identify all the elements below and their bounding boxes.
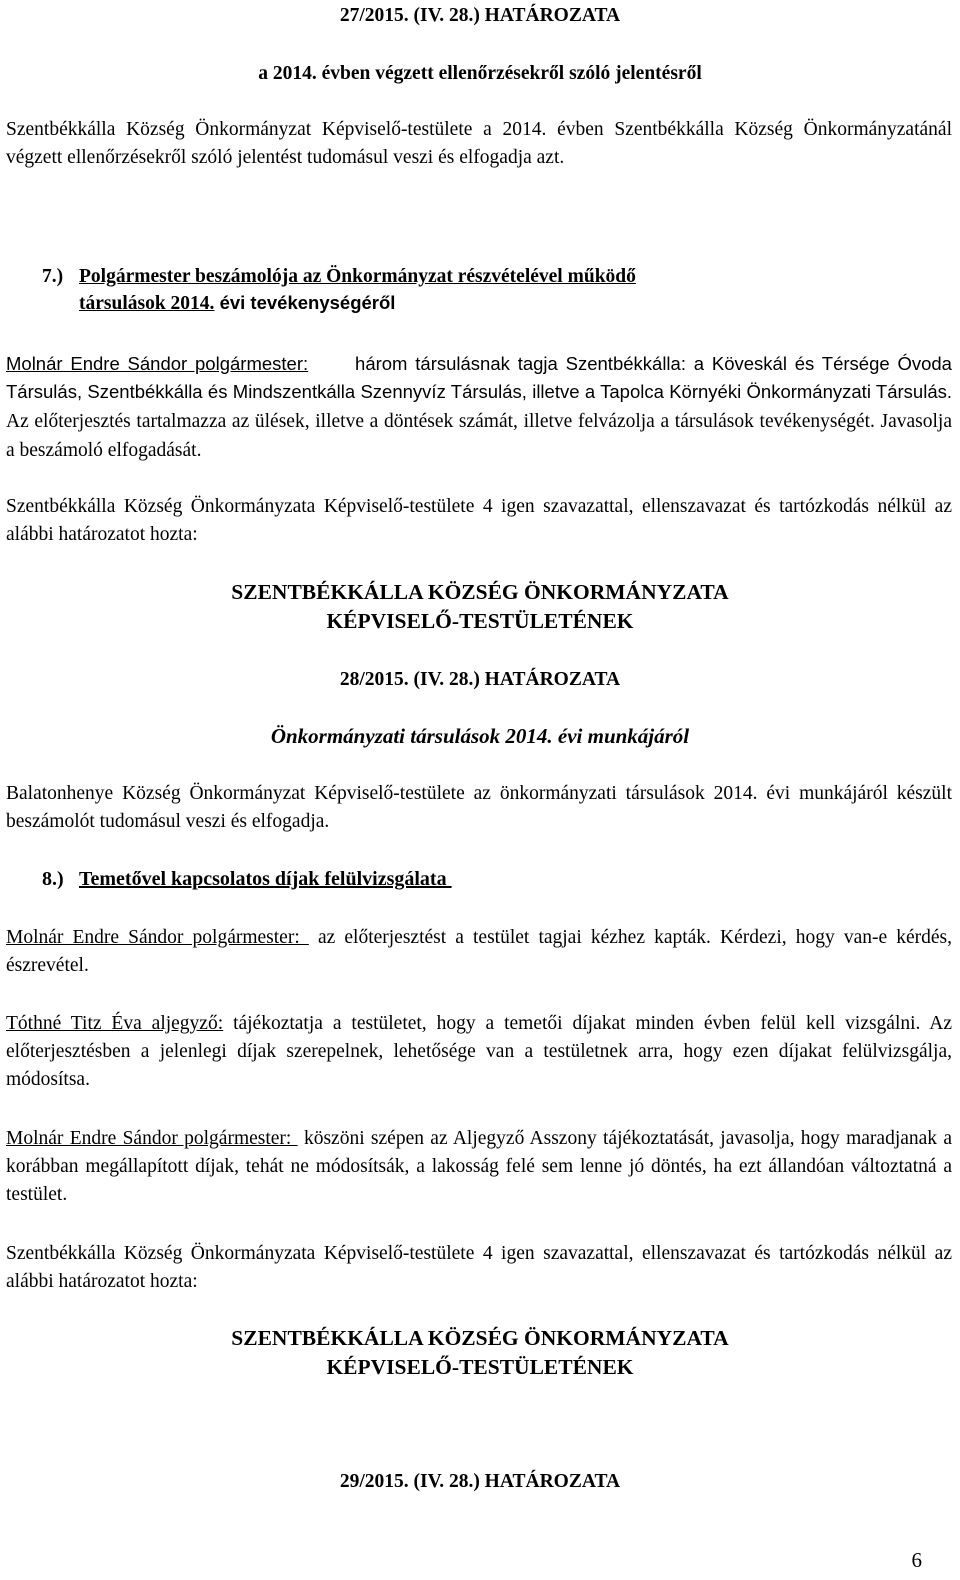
agenda-item-8-p3-text: köszöni szépen az Aljegyző Asszony tájékoztatását, javasolja, hogy maradjanak a korábban megállapított díjak, tehát ne módosítsák, a lakosság felé sem lenne jó döntés, ha ezt állandóan változtatná a testület. bbox=[6, 1128, 953, 1205]
agenda-item-8-p2 bbox=[6, 1010, 952, 1094]
agenda-item-8-p3 bbox=[6, 1125, 952, 1209]
agenda-item-8-heading bbox=[42, 866, 942, 892]
agenda-item-8-number: 8.) bbox=[42, 868, 64, 890]
agenda-item-7-speech bbox=[6, 350, 952, 465]
resolution-27-body: Szentbékkálla Község Önkormányzat Képviselő-testülete a 2014. évben Szentbékkálla Község Önkormányzatánál végzett ellenőrzésekről szóló jelentést tudomásul veszi és elfogadja azt. bbox=[6, 119, 952, 168]
agenda-item-7-heading bbox=[42, 264, 942, 317]
agenda-item-8-p2-text: tájékoztatja a testületet, hogy a temetői díjakat minden évben felül kell vizsgálni. Az előterjesztésben a jelenlegi díjak szerepelnek, lehetősége van a testületnek arra, hogy ezen díjakat felülvizsgálja, módosítsa. bbox=[6, 1013, 953, 1090]
speaker-mayor: Molnár Endre Sándor polgármester: bbox=[6, 927, 309, 948]
agenda-item-8-p1-text: az előterjesztést a testület tagjai kézhez kapták. Kérdezi, hogy van-e kérdés, észrevétel. bbox=[6, 927, 953, 976]
resolution-heading-1-line2: KÉPVISELŐ-TESTÜLETÉNEK bbox=[326, 609, 634, 633]
speaker-mayor: Molnár Endre Sándor polgármester: bbox=[6, 353, 309, 374]
resolution-28-number: 28/2015. (IV. 28.) HATÁROZATA bbox=[339, 669, 621, 690]
agenda-item-7-vote: Szentbékkálla Község Önkormányzata Képviselő-testülete 4 igen szavazattal, ellenszavazat és tartózkodás nélkül az alábbi határozatot hozta: bbox=[6, 496, 952, 545]
resolution-28-subject: Önkormányzati társulások 2014. évi munkájáról bbox=[270, 724, 690, 748]
resolution-heading-2-line1: SZENTBÉKKÁLLA KÖZSÉG ÖNKORMÁNYZATA bbox=[231, 1326, 729, 1350]
resolution-27-number: 27/2015. (IV. 28.) HATÁROZATA bbox=[339, 5, 621, 26]
agenda-item-7-speech-a: három társulásnak tagja Szentbékkálla: a Köveskál és Térsége Óvoda Társulás, Szentbékkálla és Mindszentkálla Szennyvíz Társulás, illetve a Tapolca Környéki Önkormányzati Társulás. bbox=[6, 353, 952, 402]
resolution-29-number: 29/2015. (IV. 28.) HATÁROZATA bbox=[339, 1471, 621, 1492]
page-number: 6 bbox=[911, 1548, 922, 1572]
resolution-heading-2-line2: KÉPVISELŐ-TESTÜLETÉNEK bbox=[326, 1355, 634, 1379]
agenda-item-8-vote: Szentbékkálla Község Önkormányzata Képviselő-testülete 4 igen szavazattal, ellenszavazat és tartózkodás nélkül az alábbi határozatot hozta: bbox=[6, 1243, 952, 1292]
resolution-28-body: Balatonhenye Község Önkormányzat Képviselő-testülete az önkormányzati társulások 2014. évi munkájáról készült beszámolót tudomásul veszi és elfogadja. bbox=[6, 783, 952, 832]
agenda-item-7-speech-b: Az előterjesztés tartalmazza az ülések, illetve a döntések számát, illetve felvázolja a társulások tevékenységét. Javasolja a beszámoló elfogadását. bbox=[6, 411, 952, 461]
agenda-item-7-title-line1: Polgármester beszámolója az Önkormányzat részvételével működő bbox=[79, 266, 636, 287]
agenda-item-7-number: 7.) bbox=[42, 266, 64, 287]
resolution-27-subject: a 2014. évben végzett ellenőrzésekről szóló jelentésről bbox=[258, 63, 702, 84]
agenda-item-7-title-line2a: társulások 2014. bbox=[79, 293, 215, 314]
speaker-mayor: Molnár Endre Sándor polgármester: bbox=[6, 1128, 298, 1149]
agenda-item-7-title-line2b: évi tevékenységéről bbox=[214, 292, 396, 313]
agenda-item-8-title: Temetővel kapcsolatos díjak felülvizsgálata bbox=[79, 868, 452, 890]
resolution-heading-1-line1: SZENTBÉKKÁLLA KÖZSÉG ÖNKORMÁNYZATA bbox=[231, 580, 729, 604]
agenda-item-8-p1 bbox=[6, 924, 952, 980]
speaker-deputy-clerk: Tóthné Titz Éva aljegyző: bbox=[6, 1013, 224, 1034]
